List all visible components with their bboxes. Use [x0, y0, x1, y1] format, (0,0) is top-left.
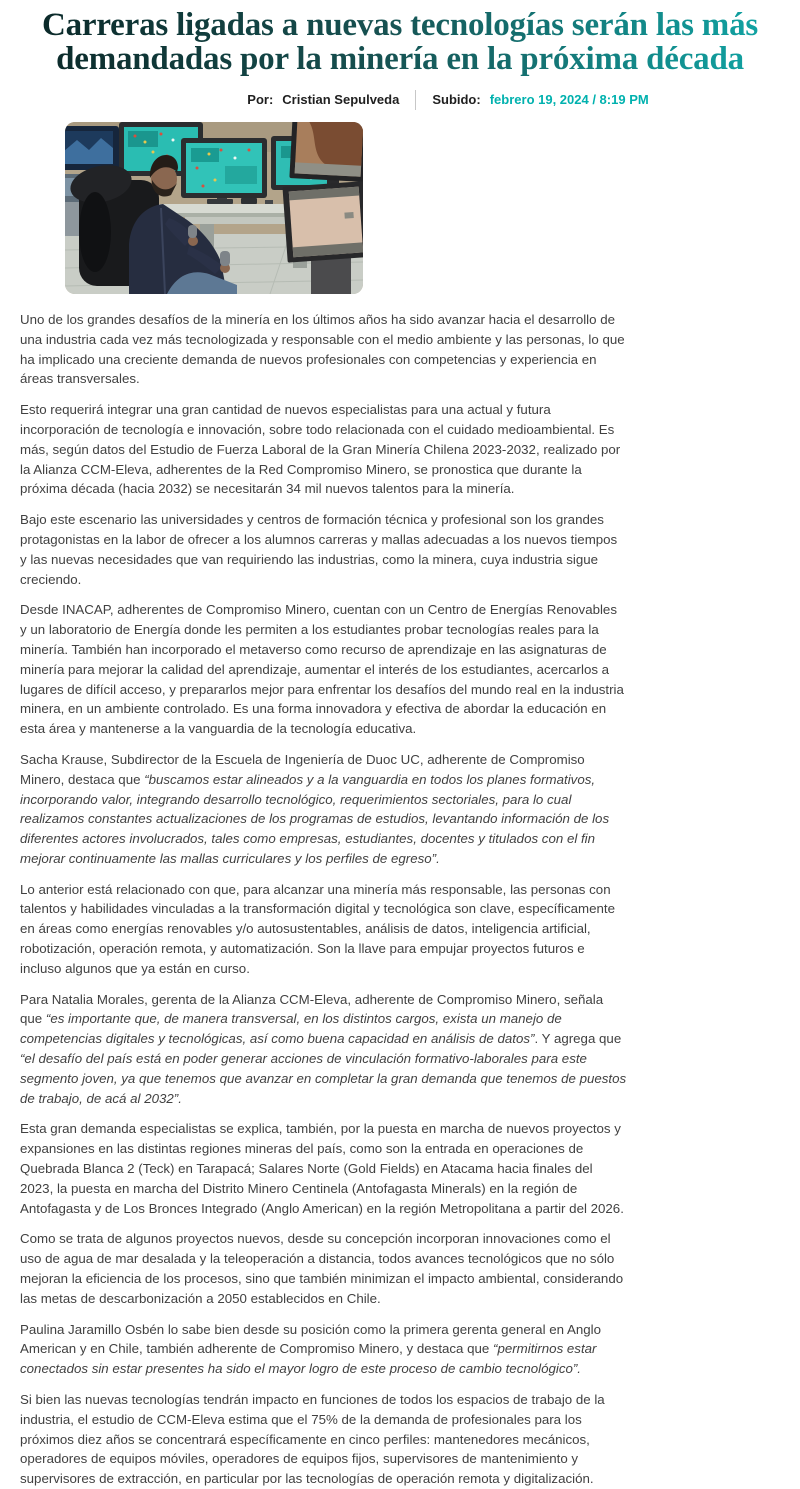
control-room-illustration	[65, 122, 363, 294]
published-date: febrero 19, 2024 / 8:19 PM	[489, 92, 649, 108]
page-title	[0, 8, 800, 76]
published-label: Subido:	[432, 92, 481, 108]
paragraph-quote: “permitirnos estar conectados sin estar presentes ha sido el mayor logro de este proceso de cambio tecnológico”.	[20, 1341, 597, 1377]
page-title-line-1: Carreras ligadas a nuevas tecnologías serán las más	[41, 7, 759, 43]
article-paragraph	[20, 1229, 627, 1308]
paragraph-text: Bajo este escenario las universidades y centros de formación técnica y profesional son los grandes protagonistas en la labor de ofrecer a los alumnos carreras y mallas adecuadas a los nuevos tiempos y las nuevas necesidades que van requiriendo las industrias, como la minera, cuya industria sigue creciendo.	[20, 512, 618, 587]
article-body	[0, 310, 627, 1489]
paragraph-text: Lo anterior está relacionado con que, para alcanzar una minería más responsable, las personas con talentos y habilidades vinculadas a la transformación digital y tecnológica son clave, específicamente en áreas como energías renovables y/o autosustentables, análisis de datos, inteligencia artificial, robotización, operación remota, y automatización. Son la llave para empujar proyectos futuros e incluso algunos que ya están en curso.	[20, 881, 616, 976]
article-paragraph	[20, 1320, 627, 1379]
paragraph-quote: “el desafío del país está en poder generar acciones de vinculación formativo-laborales para este segmento joven, ya que tenemos que avanzar en completar la gran demanda que tenemos de puestos de trabajo, de acá al 2032”.	[20, 1051, 627, 1106]
article-paragraph	[20, 990, 627, 1109]
byline-divider	[415, 90, 416, 110]
paragraph-text: Uno de los grandes desafíos de la minería en los últimos años ha sido avanzar hacia el desarrollo de una industria cada vez más tecnologizada y responsable con el medio ambiente y las personas, lo que ha implicado una creciente demanda de nuevos profesionales con competencias y experiencia en áreas transversales.	[20, 311, 625, 387]
article-paragraph	[20, 1390, 627, 1489]
article-paragraph	[20, 310, 627, 389]
byline-author-label: Por:	[247, 92, 274, 108]
paragraph-text: Desde INACAP, adherentes de Compromiso Minero, cuentan con un Centro de Energías Renovables y un laboratorio de Energía donde les permiten a los estudiantes probar tecnologías reales para la minería. También han incorporado el metaverso como recurso de aprendizaje en las asignaturas de minería para mejorar la calidad del aprendizaje, aumentar el interés de los estudiantes, acercarlos a lugares de difícil acceso, y prepararlos mejor para enfrentar los desafíos del mundo real en la industria minera, en un ambiente controlado. Es una forma innovadora y efectiva de abordar la educación en esta área y mantenerse a la vanguardia de la tecnología educativa.	[20, 602, 624, 737]
paragraph-text: . Y agrega que	[534, 1031, 622, 1047]
article-paragraph	[20, 1119, 627, 1218]
paragraph-quote: “buscamos estar alineados y a la vanguardia en todos los planes formativos, incorporando valor, integrando desarrollo tecnológico, requerimientos sectoriales, para lo cual realizamos constantes actualizaciones de los programas de estudios, levantando información de los diferentes actores involucrados, tales como empresas, estudiantes, docentes y titulados con el fin mejorar continuamente las mallas curriculares y los perfiles de egreso”.	[20, 771, 610, 866]
article-paragraph	[20, 510, 627, 589]
article-paragraph	[20, 880, 627, 979]
paragraph-text: Como se trata de algunos proyectos nuevos, desde su concepción incorporan innovaciones como el uso de agua de mar desalada y la teleoperación a distancia, todos avances tecnológicos que no sólo mejoran la eficiencia de los procesos, sino que también minimizan el impacto ambiental, considerando las metas de descarbonización a 2050 establecidos en Chile.	[20, 1231, 624, 1306]
article-paragraph	[20, 400, 627, 499]
byline	[48, 90, 800, 110]
byline-author-name: Cristian Sepulveda	[282, 92, 400, 108]
page-title-line-2: demandadas por la minería en la próxima década	[56, 40, 744, 77]
article-image	[65, 122, 363, 294]
paragraph-text: Si bien las nuevas tecnologías tendrán impacto en funciones de todos los espacios de trabajo de la industria, el estudio de CCM-Eleva estima que el 75% de la demanda de profesionales para los próximos diez años se concentrará específicamente en cinco perfiles: mantenedores mecánicos, operadores de equipos móviles, operadores de equipos fijos, supervisores de mantenimiento y supervisores de extracción, en particular por las tecnologías de operación remota y digitalización.	[20, 1392, 605, 1487]
paragraph-text: Paulina Jaramillo Osbén lo sabe bien desde su posición como la primera gerenta general en Anglo American y en Chile, también adherente de Compromiso Minero, y destaca que	[20, 1321, 601, 1357]
paragraph-text: Esto requerirá integrar una gran cantidad de nuevos especialistas para una actual y futura incorporación de tecnología e innovación, sobre todo relacionada con el cuidado medioambiental. Es más, según datos del Estudio de Fuerza Laboral de la Gran Minería Chilena 2023-2032, realizado por la Alianza CCM-Eleva, adherentes de la Red Compromiso Minero, se pronostica que durante la próxima década (hacia 2032) se necesitarán 34 mil nuevos talentos para la minería.	[20, 402, 621, 497]
article-paragraph	[20, 750, 627, 869]
paragraph-text: Para Natalia Morales, gerenta de la Alianza CCM-Eleva, adherente de Compromiso Minero, señala que	[20, 991, 604, 1027]
article-paragraph	[20, 600, 627, 739]
paragraph-quote: “es importante que, de manera transversal, en los distintos cargos, exista un manejo de competencias digitales y tecnológicas, así como buena capacidad en análisis de datos”	[20, 1011, 562, 1047]
paragraph-text: Esta gran demanda especialistas se explica, también, por la puesta en marcha de nuevos proyectos y expansiones en las distintas regiones mineras del país, como son la entrada en operaciones de Quebrada Blanca 2 (Teck) en Tarapacá; Salares Norte (Gold Fields) en Atacama hacia finales del 2023, la puesta en marcha del Distrito Minero Centinela (Antofagasta Minerals) en la región de Antofagasta y de Los Bronces Integrado (Anglo American) en la región Metropolitana a partir del 2026.	[20, 1121, 624, 1216]
paragraph-text: Sacha Krause, Subdirector de la Escuela de Ingeniería de Duoc UC, adherente de Compromiso Minero, destaca que	[20, 751, 585, 787]
